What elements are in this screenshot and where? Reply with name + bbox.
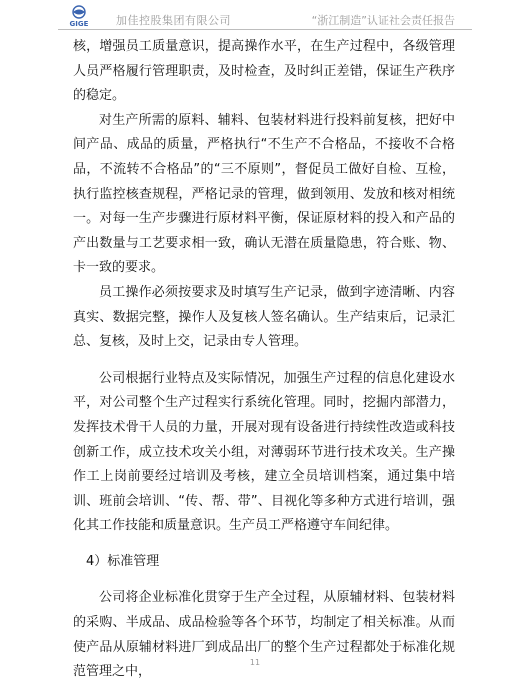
header-divider xyxy=(58,29,472,30)
company-name: 加佳控股集团有限公司 xyxy=(116,14,231,27)
report-title: “浙江制造”认证社会责任报告 xyxy=(311,14,455,27)
paragraph-material-review: 对生产所需的原料、辅料、包装材料进行投料前复核，把好中间产品、成品的质量，严格执行“不生产不合格品，不接收不合格品，不流转不合格品”的“三不原则”，督促员工做好自检、互检，执行监控核查规程，严格记录的管理，做到领用、发放和核对相统一。对每一生产步骤进行原材料平衡，保证原材料的投入和产品的产出数量与工艺要求相一致，确认无潜在质量隐患，符合账、物、卡一致的要求。 xyxy=(73,112,455,276)
page-header xyxy=(0,0,510,34)
paragraph-informatization: 公司根据行业特点及实际情况，加强生产过程的信息化建设水平，对公司整个生产过程实行系统化管理。同时，挖掘内部潜力，发挥技术骨干人员的力量，开展对现有设备进行持续性改造或科技创新工作，成立技术攻关小组，对薄弱环节进行技术攻关。生产操作工上岗前要经过培训及考核，建立全员培训档案，通过集中培训、班前会培训、“传、帮、带”、目视化等多种方式进行培训，强化其工作技能和质量意识。生产员工严格遵守车间纪律。 xyxy=(73,370,455,534)
document-body xyxy=(73,35,455,685)
paragraph-production-records: 员工操作必须按要求及时填写生产记录，做到字迹清晰、内容真实、数据完整，操作人及复核人签名确认。生产结束后，记录汇总、复核，及时上交，记录由专人管理。 xyxy=(73,284,455,350)
section-heading-standard-management: 4）标准管理 xyxy=(86,553,160,569)
paragraph-standardization: 公司将企业标准化贯穿于生产全过程，从原辅材料、包装材料的采购、半成品、成品检验等各个环节，均制定了相关标准。从而使产品从原辅材料进厂到成品出厂的整个生产过程都处于标准化规范管理之中， xyxy=(73,590,455,680)
paragraph-continuation: 核，增强员工质量意识，提高操作水平，在生产过程中，各级管理人员严格履行管理职责，及时检查，及时纠正差错，保证生产秩序的稳定。 xyxy=(73,39,455,104)
logo-text: GIGE xyxy=(69,20,89,28)
gige-logo-icon xyxy=(56,5,102,29)
page-number: 11 xyxy=(249,658,261,667)
